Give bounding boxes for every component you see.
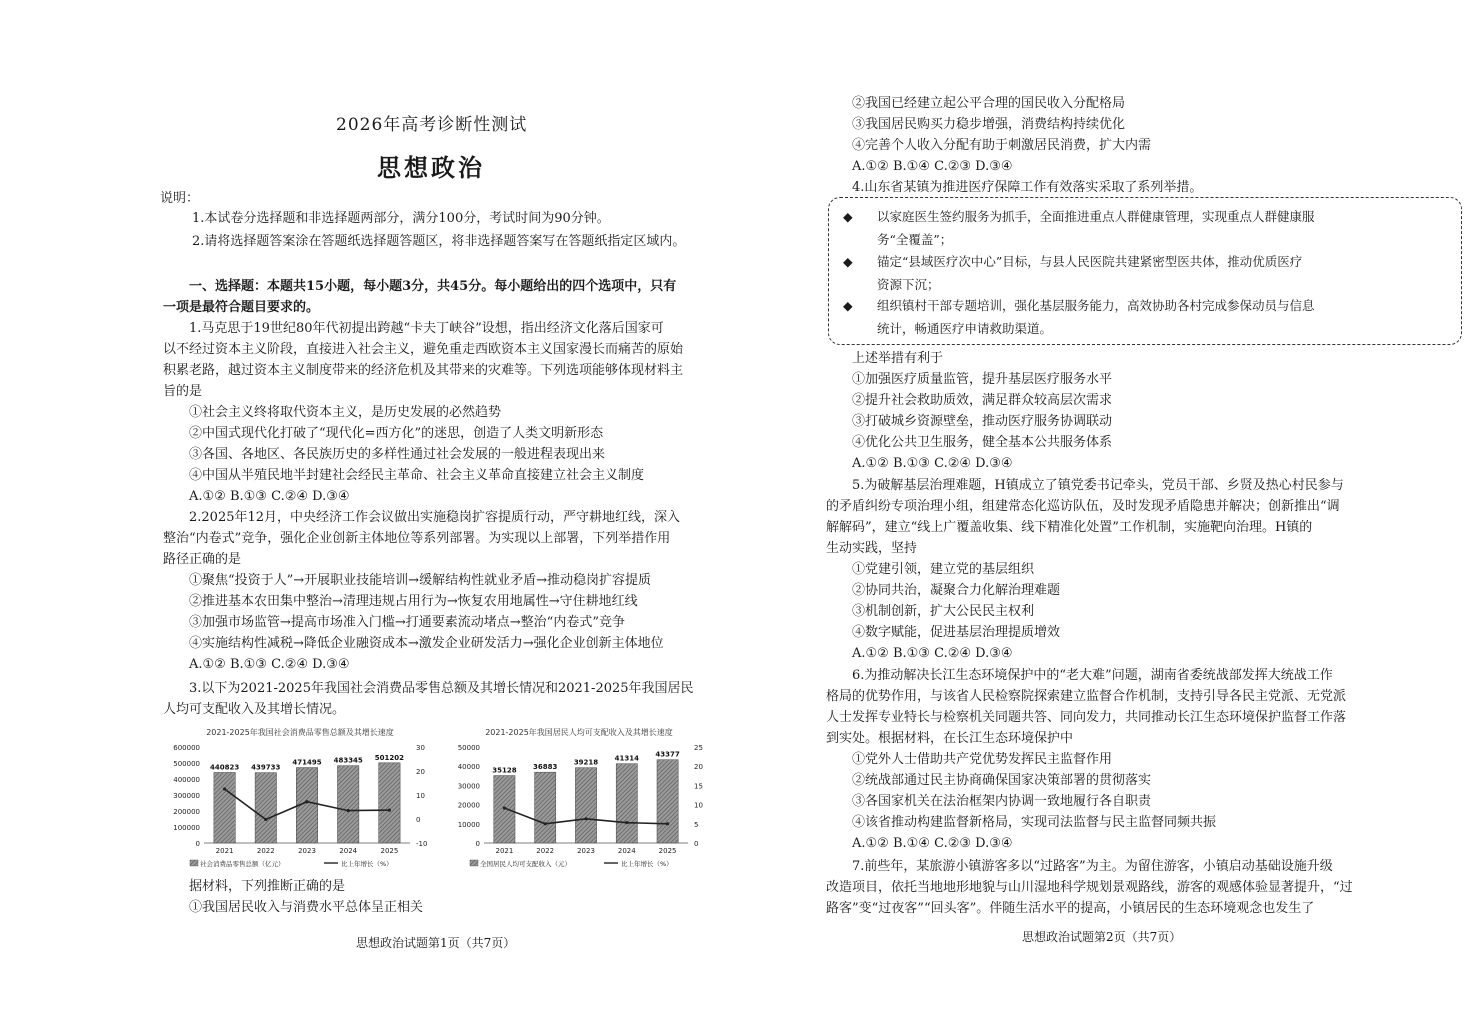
question-3 bbox=[163, 678, 694, 720]
q6-choices: A.①② B.①④ C.②③ D.③④ bbox=[852, 836, 1013, 851]
legend-bar-label: 社会消费品零售总额（亿元） bbox=[200, 860, 285, 868]
q1-line: 旨的是 bbox=[163, 384, 203, 399]
growth-point bbox=[223, 787, 226, 790]
y2-tick-label: 10 bbox=[416, 792, 425, 800]
growth-point bbox=[305, 800, 308, 803]
growth-point bbox=[666, 822, 669, 825]
q6-option: ③各国家机关在法治框架内协调一致地履行各自职责 bbox=[852, 794, 1152, 809]
question-7 bbox=[826, 856, 1353, 919]
y2-tick-label: 0 bbox=[694, 840, 699, 848]
y2-tick-label: -10 bbox=[416, 840, 428, 848]
legend-bar-label: 全国居民人均可支配收入（元） bbox=[480, 860, 571, 868]
bar-value-label: 440823 bbox=[209, 763, 240, 772]
measure-2-line: 锚定“县域医疗次中心”目标，与县人民医院共建紧密型医共体，推动优质医疗 bbox=[877, 254, 1303, 269]
notes-label: 说明： bbox=[160, 191, 200, 206]
measure-3-line: 统计，畅通医疗申请救助渠道。 bbox=[877, 321, 1053, 336]
diamond-bullet-icon: ◆ bbox=[843, 298, 853, 313]
measure-item-2 bbox=[843, 251, 863, 273]
bar bbox=[535, 772, 556, 843]
growth-point bbox=[544, 822, 547, 825]
x-tick-label: 2023 bbox=[298, 847, 316, 855]
x-tick-label: 2022 bbox=[536, 847, 555, 855]
q5-choices: A.①② B.①③ C.②④ D.③④ bbox=[852, 646, 1013, 661]
diamond-bullet-icon: ◆ bbox=[843, 209, 853, 224]
q4-choices: A.①② B.①③ C.②④ D.③④ bbox=[852, 456, 1013, 471]
q3-line: 人均可支配收入及其增长情况。 bbox=[163, 702, 346, 717]
note-2: 2.请将选择题答案涂在答题纸选择题答题区，将非选择题答案写在答题纸指定区域内。 bbox=[192, 234, 686, 249]
q4-stem: 上述举措有利于 bbox=[852, 351, 944, 366]
question-6 bbox=[826, 665, 1346, 854]
x-tick-label: 2021 bbox=[495, 847, 514, 855]
legend-bar-swatch bbox=[190, 860, 198, 866]
legend-bar-swatch bbox=[470, 860, 478, 866]
q2-line: 2.2025年12月，中央经济工作会议做出实施稳岗扩容提质行动，严守耕地红线，深入 bbox=[189, 510, 681, 525]
page-2 bbox=[736, 0, 1472, 1026]
q1-option: ④中国从半殖民地半封建社会经民主革命、社会主义革命直接建立社会主义制度 bbox=[189, 468, 645, 483]
bar-value-label: 501202 bbox=[374, 753, 405, 762]
q5-option: ①党建引领，建立党的基层组织 bbox=[852, 562, 1035, 577]
q5-line: 生动实践，坚持 bbox=[826, 541, 918, 556]
bar bbox=[337, 766, 358, 843]
q2-option: ④实施结构性减税→降低企业融资成本→激发企业研发活力→强化企业创新主体地位 bbox=[189, 636, 664, 651]
y2-tick-label: 15 bbox=[694, 782, 703, 791]
q5-line: 的矛盾纠纷专项治理小组，组建常态化巡访队伍，及时发现矛盾隐患并解决；创新推出“调 bbox=[826, 499, 1340, 514]
y-tick-label: 40000 bbox=[457, 763, 480, 772]
q5-option: ②协同共治，凝聚合力化解治理难题 bbox=[852, 583, 1061, 598]
q4-intro: 4.山东省某镇为推进医疗保障工作有效落实采取了系列举措。 bbox=[852, 180, 1203, 195]
q2-line: 路径正确的是 bbox=[163, 552, 242, 567]
legend-line-label: 比上年增长（%） bbox=[621, 860, 673, 868]
measure-item-3 bbox=[843, 295, 863, 317]
q1-line: 积累老路，越过资本主义制度带来的经济危机及其带来的灾难等。下列选项能够体现材料主 bbox=[163, 363, 684, 378]
retail-sales-chart bbox=[160, 725, 440, 875]
q1-option: ③各国、各地区、各民族历史的多样性通过社会发展的一般进程表现出来 bbox=[189, 447, 606, 462]
y-tick-label: 20000 bbox=[457, 801, 480, 810]
x-tick-label: 2024 bbox=[339, 847, 358, 855]
x-tick-label: 2025 bbox=[658, 847, 677, 855]
q7-line: 改造项目，依托当地地形地貌与山川湿地科学规划景观路线，游客的观感体验显著提升，“过 bbox=[826, 880, 1353, 895]
q5-line: 5.为破解基层治理难题，H镇成立了镇党委书记牵头，党员干部、乡贤及热心村民参与 bbox=[852, 478, 1344, 493]
q2-option: ③加强市场监管→提高市场准入门槛→打通要素流动堵点→整治“内卷式”竞争 bbox=[189, 615, 625, 630]
y-tick-label: 200000 bbox=[173, 808, 200, 816]
exam-title: 2026年高考诊断性测试 bbox=[336, 115, 528, 135]
q1-line: 1.马克思于19世纪80年代初提出跨越“卡夫丁峡谷”设想，指出经济文化落后国家可 bbox=[189, 321, 664, 336]
question-4 bbox=[826, 348, 1112, 474]
chart-title: 2021-2025年我国居民人均可支配收入及其增长速度 bbox=[485, 728, 673, 737]
legend-line-label: 比上年增长（%） bbox=[341, 860, 393, 868]
y-tick-label: 300000 bbox=[173, 792, 200, 800]
subject-title: 思想政治 bbox=[377, 153, 485, 182]
q1-choices: A.①② B.①③ C.②④ D.③④ bbox=[189, 489, 350, 504]
measure-2-line: 资源下沉； bbox=[877, 277, 940, 292]
x-tick-label: 2021 bbox=[215, 847, 234, 855]
y2-tick-label: 5 bbox=[694, 820, 699, 829]
question-3-continued bbox=[826, 93, 1151, 177]
bar bbox=[616, 764, 637, 843]
bar-value-label: 483345 bbox=[333, 756, 363, 765]
chart-title: 2021-2025年我国社会消费品零售总额及其增长速度 bbox=[206, 728, 394, 737]
bar bbox=[657, 760, 678, 843]
q3-option: ③我国居民购买力稳步增强，消费结构持续优化 bbox=[852, 117, 1126, 132]
q6-option: ④该省推动构建监督新格局，实现司法监督与民主监督同频共振 bbox=[852, 815, 1217, 830]
x-tick-label: 2023 bbox=[577, 847, 595, 855]
q4-measures-box bbox=[828, 197, 1462, 345]
q1-option: ②中国式现代化打破了“现代化=西方化”的迷思，创造了人类文明新形态 bbox=[189, 426, 604, 441]
bar-value-label: 471495 bbox=[292, 758, 322, 767]
y2-tick-label: 0 bbox=[416, 816, 421, 824]
measure-1-line: 务“全覆盖”； bbox=[877, 232, 953, 247]
q3-option: ④完善个人收入分配有助于刺激居民消费，扩大内需 bbox=[852, 138, 1152, 153]
question-5 bbox=[826, 475, 1344, 664]
q4-option: ③打破城乡资源壁垒，推动医疗服务协调联动 bbox=[852, 414, 1113, 429]
growth-point bbox=[347, 809, 350, 812]
q6-option: ②统战部通过民主协商确保国家决策部署的贯彻落实 bbox=[852, 773, 1152, 788]
bar-value-label: 39218 bbox=[573, 758, 599, 767]
question-3-after bbox=[163, 876, 423, 918]
growth-point bbox=[625, 821, 628, 824]
bar-value-label: 36883 bbox=[533, 763, 558, 772]
q2-line: 整治“内卷式”竞争，强化企业创新主体地位等系列部署。为实现以上部署，下列举措作用 bbox=[163, 531, 671, 546]
q6-line: 人士发挥专业特长与检察机关同题共答、同向发力，共同推动长江生态环境保护监督工作落 bbox=[826, 710, 1347, 725]
diamond-bullet-icon: ◆ bbox=[843, 254, 853, 269]
question-1 bbox=[163, 318, 683, 507]
y-tick-label: 400000 bbox=[173, 776, 200, 784]
q2-option: ①聚焦“投资于人”→开展职业技能培训→缓解结构性就业矛盾→推动稳岗扩容提质 bbox=[189, 573, 651, 588]
growth-point bbox=[264, 818, 267, 821]
measure-3-line: 组织镇村干部专题培训，强化基层服务能力，高效协助各村完成参保动员与信息 bbox=[877, 298, 1315, 313]
q2-option: ②推进基本农田集中整治→清理违规占用行为→恢复农用地属性→守住耕地红线 bbox=[189, 594, 638, 609]
q3-choices: A.①② B.①④ C.②③ D.③④ bbox=[852, 159, 1013, 174]
q5-option: ④数字赋能，促进基层治理提质增效 bbox=[852, 625, 1061, 640]
q1-line: 以不经过资本主义阶段，直接进入社会主义，避免重走西欧资本主义国家漫长而痛苦的原始 bbox=[163, 342, 684, 357]
page-footer-2: 思想政治试题第2页（共7页） bbox=[1022, 930, 1182, 944]
q1-option: ①社会主义终将取代资本主义，是历史发展的必然趋势 bbox=[189, 405, 502, 420]
q3-option: ①我国居民收入与消费水平总体呈正相关 bbox=[189, 900, 424, 915]
y-tick-label: 500000 bbox=[173, 760, 200, 768]
q6-line: 格局的优势作用，与该省人民检察院探索建立监督合作机制，支持引导各民主党派、无党派 bbox=[826, 689, 1347, 704]
y-tick-label: 0 bbox=[195, 840, 200, 848]
q3-line: 3.以下为2021-2025年我国社会消费品零售总额及其增长情况和2021-2025年我国居民 bbox=[189, 681, 694, 696]
bar-value-label: 35128 bbox=[492, 766, 517, 775]
x-tick-label: 2025 bbox=[380, 847, 399, 855]
q5-option: ③机制创新，扩大公民民主权利 bbox=[852, 604, 1035, 619]
page-footer-1: 思想政治试题第1页（共7页） bbox=[356, 936, 516, 950]
bar bbox=[575, 768, 596, 843]
q7-line: 路客”变“过夜客”“回头客”。伴随生活水平的提高，小镇居民的生态环境观念也发生了 bbox=[826, 901, 1315, 916]
y2-tick-label: 20 bbox=[694, 763, 703, 772]
y-tick-label: 50000 bbox=[457, 744, 480, 752]
growth-point bbox=[503, 806, 506, 809]
growth-point bbox=[388, 809, 391, 812]
section-heading-2: 一项是最符合题目要求的。 bbox=[163, 300, 320, 315]
q6-line: 6.为推动解决长江生态环境保护中的“老大难”问题，湖南省委统战部发挥大统战工作 bbox=[852, 668, 1333, 683]
q3-option: ②我国已经建立起公平合理的国民收入分配格局 bbox=[852, 96, 1126, 111]
q5-line: 解解码”，建立“线上广覆盖收集、线下精准化处置”工作机制，实施靶向治理。H镇的 bbox=[826, 520, 1313, 535]
q3-stem: 据材料，下列推断正确的是 bbox=[189, 879, 346, 894]
y2-tick-label: 20 bbox=[416, 768, 425, 776]
q4-option: ①加强医疗质量监管，提升基层医疗服务水平 bbox=[852, 372, 1113, 387]
y2-tick-label: 10 bbox=[694, 801, 703, 810]
q2-choices: A.①② B.①③ C.②④ D.③④ bbox=[189, 657, 350, 672]
question-2 bbox=[163, 507, 680, 675]
x-tick-label: 2022 bbox=[256, 847, 275, 855]
y-tick-label: 0 bbox=[475, 840, 480, 848]
q4-option: ④优化公共卫生服务，健全基本公共服务体系 bbox=[852, 435, 1113, 450]
bar bbox=[379, 763, 400, 843]
note-1: 1.本试卷分选择题和非选择题两部分，满分100分，考试时间为90分钟。 bbox=[192, 211, 610, 226]
income-chart bbox=[440, 725, 718, 875]
bar bbox=[214, 772, 235, 843]
growth-point bbox=[584, 817, 587, 820]
q4-option: ②提升社会救助质效，满足群众较高层次需求 bbox=[852, 393, 1113, 408]
bar-value-label: 41314 bbox=[614, 754, 639, 763]
q6-option: ①党外人士借助共产党优势发挥民主监督作用 bbox=[852, 752, 1113, 767]
section-heading-1: 一、选择题：本题共15小题，每小题3分，共45分。每小题给出的四个选项中，只有 bbox=[189, 279, 677, 294]
q7-line: 7.前些年，某旅游小镇游客多以“过路客”为主。为留住游客，小镇启动基础设施升级 bbox=[852, 859, 1333, 874]
y-tick-label: 10000 bbox=[457, 820, 480, 829]
y-tick-label: 600000 bbox=[173, 744, 200, 752]
x-tick-label: 2024 bbox=[617, 847, 636, 855]
measure-1-line: 以家庭医生签约服务为抓手，全面推进重点人群健康管理，实现重点人群健康服 bbox=[877, 209, 1315, 224]
bar bbox=[255, 773, 276, 843]
y2-tick-label: 30 bbox=[416, 744, 425, 752]
q6-line: 到实处。根据材料，在长江生态环境保护中 bbox=[826, 731, 1074, 746]
bar-value-label: 43377 bbox=[655, 750, 680, 759]
y-tick-label: 100000 bbox=[173, 824, 200, 832]
measure-item-1 bbox=[843, 206, 863, 228]
bar-value-label: 439733 bbox=[251, 763, 281, 772]
y2-tick-label: 25 bbox=[694, 744, 703, 752]
y-tick-label: 30000 bbox=[457, 782, 480, 791]
